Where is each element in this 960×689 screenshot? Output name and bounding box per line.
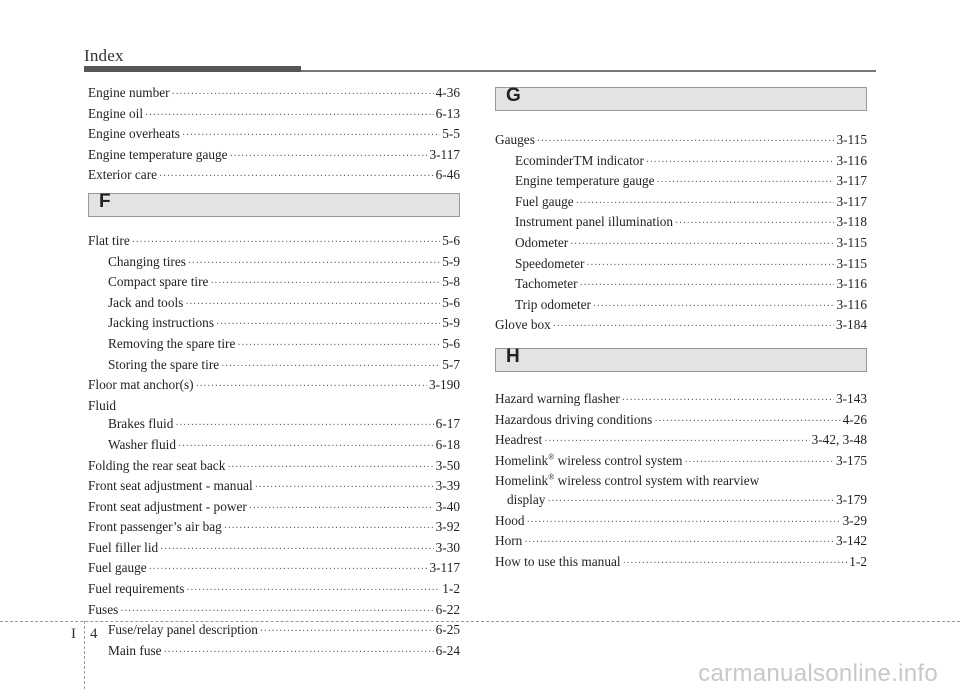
index-subentry xyxy=(88,253,460,274)
entry-label: Engine temperature gauge xyxy=(88,146,228,162)
leader-dots xyxy=(159,168,434,187)
leader-dots xyxy=(172,86,434,105)
leader-dots xyxy=(185,296,440,315)
index-subentry xyxy=(88,415,460,436)
section-header-f xyxy=(88,190,460,217)
entry-page: 3-117 xyxy=(836,173,867,189)
index-subentry xyxy=(88,294,460,315)
index-entry xyxy=(88,477,460,498)
entry-page: 3-117 xyxy=(429,146,460,162)
index-entry xyxy=(88,146,460,167)
leader-dots xyxy=(524,534,834,553)
index-subentry xyxy=(88,436,460,457)
index-subentry xyxy=(88,335,460,356)
index-entry xyxy=(495,553,867,574)
entry-page: 6-24 xyxy=(435,642,460,658)
index-subentry xyxy=(495,172,867,193)
entry-label-suffix: wireless control system with rearview xyxy=(554,473,760,489)
entry-page: 3-116 xyxy=(836,276,867,292)
entry-label-text: Homelink xyxy=(495,452,549,468)
entry-page: 3-117 xyxy=(429,560,460,576)
index-entry xyxy=(88,498,460,519)
entry-page: 3-40 xyxy=(435,498,460,514)
entry-label: display xyxy=(507,491,546,507)
leader-dots xyxy=(622,392,834,411)
leader-dots xyxy=(196,378,427,397)
entry-page: 3-116 xyxy=(836,152,867,168)
entry-page: 3-29 xyxy=(842,512,867,528)
entry-label: Fuses xyxy=(88,601,119,617)
entry-page: 3-115 xyxy=(836,132,867,147)
leader-dots xyxy=(544,433,809,452)
leader-dots xyxy=(221,358,440,377)
entry-label: Brakes fluid xyxy=(108,416,174,432)
registered-mark: ® xyxy=(548,452,555,462)
leader-dots xyxy=(249,500,434,519)
entry-page: 5-6 xyxy=(442,294,460,310)
header-rule-thick xyxy=(84,66,301,72)
index-entry xyxy=(88,559,460,580)
entry-label: Front passenger’s air bag xyxy=(88,519,222,535)
index-subentry xyxy=(88,314,460,335)
leader-dots xyxy=(186,582,440,601)
entry-page: 6-17 xyxy=(435,416,460,432)
index-subentry xyxy=(495,213,867,234)
entry-page: 3-92 xyxy=(435,519,460,535)
leader-dots xyxy=(580,277,835,296)
entry-label: Folding the rear seat back xyxy=(88,457,226,473)
index-entry xyxy=(88,376,460,397)
leader-dots xyxy=(227,459,433,478)
footer-divider xyxy=(0,621,960,622)
index-entry xyxy=(495,452,867,473)
entry-label: Changing tires xyxy=(108,253,186,269)
leader-dots xyxy=(527,514,841,533)
index-subentry xyxy=(495,296,867,317)
leader-dots xyxy=(178,438,434,457)
leader-dots xyxy=(657,174,835,193)
entry-page: 6-18 xyxy=(435,436,460,452)
leader-dots xyxy=(175,417,433,436)
leader-dots xyxy=(160,541,433,560)
entry-page: 3-117 xyxy=(836,193,867,209)
entry-label: Storing the spare tire xyxy=(108,356,220,372)
leader-dots xyxy=(132,234,441,253)
entry-page: 5-9 xyxy=(442,315,460,331)
entry-page: 3-118 xyxy=(836,214,867,230)
leader-dots xyxy=(593,298,835,317)
leader-dots xyxy=(260,623,434,642)
entry-label: EcominderTM indicator xyxy=(515,152,644,168)
leader-dots xyxy=(654,413,840,432)
entry-page: 3-115 xyxy=(836,234,867,250)
entry-page: 3-190 xyxy=(428,377,460,393)
entry-label xyxy=(495,452,682,471)
entry-page: 1-2 xyxy=(849,553,867,569)
entry-page: 3-39 xyxy=(435,478,460,494)
index-subentry xyxy=(495,275,867,296)
index-entry xyxy=(88,105,460,126)
entry-page: 4-36 xyxy=(435,85,460,100)
leader-dots xyxy=(145,107,434,126)
entry-page: 5-5 xyxy=(442,126,460,142)
leader-dots xyxy=(237,337,440,356)
index-subentry xyxy=(88,273,460,294)
index-entry xyxy=(88,84,460,105)
entry-page: 3-30 xyxy=(435,539,460,555)
index-entry xyxy=(495,512,867,533)
entry-label: Flat tire xyxy=(88,232,130,248)
index-right-column xyxy=(495,84,867,573)
index-subentry xyxy=(495,193,867,214)
index-subentry xyxy=(495,234,867,255)
leader-dots xyxy=(576,195,835,214)
leader-dots xyxy=(684,454,834,473)
footer-vertical-divider xyxy=(84,621,85,689)
leader-dots xyxy=(210,275,440,294)
index-subentry xyxy=(88,356,460,377)
entry-label: Instrument panel illumination xyxy=(515,214,674,230)
leader-dots xyxy=(164,644,434,663)
entry-page: 6-25 xyxy=(435,622,460,638)
leader-dots xyxy=(537,133,835,152)
entry-label: Front seat adjustment - manual xyxy=(88,478,253,494)
entry-page: 5-6 xyxy=(442,335,460,351)
index-entry xyxy=(495,316,867,337)
entry-page: 3-184 xyxy=(835,317,867,333)
entry-label: Horn xyxy=(495,533,523,549)
entry-label: Fuel requirements xyxy=(88,581,185,597)
section-header-g xyxy=(495,87,867,111)
entry-label: Front seat adjustment - power xyxy=(88,498,247,514)
leader-dots xyxy=(224,520,434,539)
section-letter: H xyxy=(506,345,520,367)
entry-page: 4-26 xyxy=(842,411,867,427)
entry-label: How to use this manual xyxy=(495,553,621,569)
entry-label-suffix: wireless control system xyxy=(554,452,683,468)
entry-label: Speedometer xyxy=(515,255,585,271)
entry-label: Trip odometer xyxy=(515,296,591,312)
entry-page: 5-8 xyxy=(442,274,460,290)
leader-dots xyxy=(675,215,834,234)
footer-section-letter: I xyxy=(71,626,76,642)
entry-label: Gauges xyxy=(495,132,535,147)
index-entry xyxy=(88,518,460,539)
index-entry xyxy=(88,539,460,560)
page-number: 4 xyxy=(90,626,98,642)
leader-dots xyxy=(255,479,434,498)
entry-label: Compact spare tire xyxy=(108,274,209,290)
entry-page: 5-6 xyxy=(442,232,460,248)
index-entry xyxy=(88,232,460,253)
entry-label: Engine oil xyxy=(88,105,144,121)
index-entry xyxy=(495,390,867,411)
registered-mark: ® xyxy=(548,472,555,482)
index-subentry xyxy=(88,642,460,663)
entry-label: Headrest xyxy=(495,432,543,448)
index-subentry xyxy=(495,152,867,173)
entry-label: Fuel gauge xyxy=(515,193,574,209)
leader-dots xyxy=(182,127,440,146)
entry-page: 6-13 xyxy=(435,105,460,121)
entry-label: Glove box xyxy=(495,317,551,333)
entry-label-text: Homelink xyxy=(495,473,549,489)
entry-label: Engine temperature gauge xyxy=(515,173,655,189)
entry-page: 3-50 xyxy=(435,457,460,473)
section-letter: G xyxy=(506,85,521,106)
index-entry xyxy=(88,601,460,622)
entry-page: 3-179 xyxy=(835,491,867,507)
entry-label: Engine overheats xyxy=(88,126,180,142)
index-entry xyxy=(88,125,460,146)
leader-dots xyxy=(216,316,440,335)
entry-page: 3-143 xyxy=(835,390,867,406)
entry-page: 5-9 xyxy=(442,253,460,269)
entry-label: Jacking instructions xyxy=(108,315,214,331)
entry-page: 3-142 xyxy=(835,533,867,549)
leader-dots xyxy=(120,603,433,622)
entry-label: Hazard warning flasher xyxy=(495,390,620,406)
entry-label: Removing the spare tire xyxy=(108,335,236,351)
entry-label: Fuel filler lid xyxy=(88,539,159,555)
index-left-column xyxy=(88,84,460,662)
entry-label: Odometer xyxy=(515,234,569,250)
entry-label: Tachometer xyxy=(515,276,578,292)
entry-label: Washer fluid xyxy=(108,436,176,452)
entry-page: 6-46 xyxy=(435,167,460,183)
entry-page: 3-175 xyxy=(835,452,867,468)
entry-page: 3-116 xyxy=(836,296,867,312)
page-title: Index xyxy=(84,46,124,65)
index-entry xyxy=(88,397,460,416)
index-entry-continuation xyxy=(495,491,867,512)
entry-page: 6-22 xyxy=(435,601,460,617)
header-rule-thin xyxy=(301,70,876,72)
leader-dots xyxy=(547,493,834,512)
index-entry xyxy=(495,431,867,452)
entry-label: Hood xyxy=(495,512,525,528)
entry-label: Engine number xyxy=(88,85,170,100)
leader-dots xyxy=(646,154,835,173)
index-subentry xyxy=(495,255,867,276)
entry-page: 3-42, 3-48 xyxy=(811,432,867,448)
index-entry xyxy=(495,131,867,152)
entry-page: 5-7 xyxy=(442,356,460,372)
index-entry xyxy=(88,580,460,601)
entry-page: 1-2 xyxy=(442,581,460,597)
entry-page: 3-115 xyxy=(836,255,867,271)
index-entry xyxy=(495,411,867,432)
section-header-h xyxy=(495,345,867,372)
entry-label: Fuse/relay panel description xyxy=(108,622,258,638)
leader-dots xyxy=(553,318,834,337)
leader-dots xyxy=(230,148,428,167)
leader-dots xyxy=(188,255,440,274)
section-letter: F xyxy=(99,190,111,212)
entry-label: Fuel gauge xyxy=(88,560,147,576)
leader-dots xyxy=(149,561,428,580)
index-subentry xyxy=(88,621,460,642)
leader-dots xyxy=(570,236,834,255)
watermark-text: carmanualsonline.info xyxy=(698,660,938,687)
entry-label: Fluid xyxy=(88,397,117,413)
index-entry xyxy=(495,532,867,553)
leader-dots xyxy=(623,555,848,574)
entry-label: Floor mat anchor(s) xyxy=(88,377,194,393)
index-entry xyxy=(88,166,460,187)
index-entry xyxy=(495,472,867,491)
leader-dots xyxy=(586,257,834,276)
entry-label: Exterior care xyxy=(88,167,158,183)
entry-label: Main fuse xyxy=(108,642,162,658)
entry-label: Jack and tools xyxy=(108,294,184,310)
entry-label: Hazardous driving conditions xyxy=(495,411,653,427)
index-entry xyxy=(88,457,460,478)
